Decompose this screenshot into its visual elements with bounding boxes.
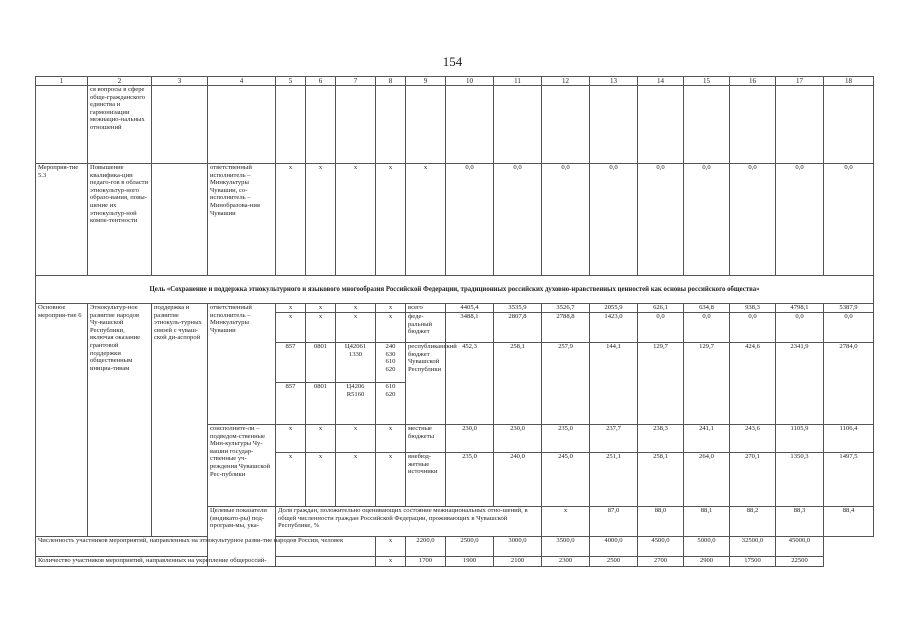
value-cell: 235,0	[542, 425, 590, 453]
section-code: 0801	[306, 383, 336, 425]
value-cell: 243,6	[730, 425, 776, 453]
vr-codes	[376, 343, 406, 383]
vr-code: 620	[385, 390, 396, 398]
source-federal: феде-ральный бюджет	[406, 313, 446, 343]
value-cell: 2700	[638, 557, 684, 567]
cell-x: х	[306, 425, 336, 453]
value-cell: 0,0	[684, 313, 730, 343]
source-extrabudget: внебюд-жетные источники	[406, 453, 446, 507]
cell-x: х	[276, 164, 306, 276]
value-cell: 4000,0	[590, 537, 638, 557]
value-cell: 2300	[542, 557, 590, 567]
value-cell: 4500,0	[638, 537, 684, 557]
value-cell: 634,8	[684, 304, 730, 313]
value-cell: 270,1	[730, 453, 776, 507]
cell-x: х	[376, 313, 406, 343]
cell-x: х	[306, 453, 336, 507]
value-cell: 251,1	[590, 453, 638, 507]
value-cell: 3488,1	[446, 313, 494, 343]
value-cell: 0,0	[542, 164, 590, 276]
value-cell: 626,1	[638, 304, 684, 313]
vr-code: 620	[385, 365, 396, 373]
vr-code: 630	[385, 350, 396, 358]
grbs-code: 857	[276, 383, 306, 425]
value-cell: 88,2	[730, 507, 776, 537]
table-row	[36, 304, 874, 313]
header-cell: 5	[276, 77, 306, 86]
cell-x: х	[306, 313, 336, 343]
value-cell: 22500	[776, 557, 824, 567]
value-cell: 4405,4	[446, 304, 494, 313]
indicator-text: Численность участников мероприятий, направленных на этнокультурное разви-тие народов России, человек	[36, 537, 376, 557]
goal-row	[36, 276, 874, 304]
co-executor: соисполните-ли – подведом-ственные Мин-культуры Чу-вашии государ-ственные уч-реждения Чувашской Рес-публики	[208, 425, 276, 507]
value-cell: 2200,0	[406, 537, 446, 557]
value-cell: 245,0	[542, 453, 590, 507]
value-cell: 0,0	[730, 313, 776, 343]
value-cell: 1350,3	[776, 453, 824, 507]
value-cell: 2807,8	[494, 313, 542, 343]
vr-code: 240	[385, 343, 396, 350]
value-cell: 0,0	[824, 164, 874, 276]
value-cell: 88,0	[638, 507, 684, 537]
indicator-text: Количество участников мероприятий, направленных на укрепление общероссий-	[36, 557, 376, 567]
source-total: всего	[406, 304, 446, 313]
value-cell: 3000,0	[494, 537, 542, 557]
value-cell: 2784,0	[824, 343, 874, 425]
program-table	[35, 76, 874, 567]
cell-x: х	[376, 425, 406, 453]
value-cell: 129,7	[638, 343, 684, 425]
value-cell: 3500,0	[542, 537, 590, 557]
cell-x: х	[306, 164, 336, 276]
cell-x: х	[276, 313, 306, 343]
value-cell: 241,1	[684, 425, 730, 453]
value-cell: 258,1	[638, 453, 684, 507]
section-code: 0801	[306, 343, 336, 383]
value-cell: 452,3	[446, 343, 494, 425]
header-cell: 16	[730, 77, 776, 86]
cell-x: х	[336, 313, 376, 343]
table-row	[36, 557, 874, 567]
value-cell: 3535,9	[494, 304, 542, 313]
value-cell: 230,0	[446, 425, 494, 453]
value-cell: 88,4	[824, 507, 874, 537]
header-cell: 1	[36, 77, 88, 86]
value-cell: 2900	[684, 557, 730, 567]
cell-x: х	[336, 164, 376, 276]
cell-x: х	[306, 304, 336, 313]
vr-code: 610	[385, 358, 396, 366]
goal-text: Цель «Сохранение и поддержка этнокультурного и языкового многообразия Российской Федерации, традиционных российских духовно-нравственных ценностей как основы российского общества»	[36, 276, 874, 304]
value-cell: 5000,0	[684, 537, 730, 557]
value-cell: 1105,9	[776, 425, 824, 453]
value-cell: 0,0	[776, 313, 824, 343]
header-cell: 4	[208, 77, 276, 86]
value-cell: 235,0	[446, 453, 494, 507]
header-cell: 14	[638, 77, 684, 86]
value-cell: 32500,0	[730, 537, 776, 557]
cell-x: х	[542, 507, 590, 537]
cell-x: х	[376, 453, 406, 507]
value-cell: 2055,9	[590, 304, 638, 313]
vr-codes	[376, 383, 406, 425]
value-cell: 1700	[406, 557, 446, 567]
value-cell: 3526,7	[542, 304, 590, 313]
value-cell: 237,7	[590, 425, 638, 453]
value-cell: 1497,5	[824, 453, 874, 507]
measure-name: Мероприя-тие 5.3	[36, 164, 88, 276]
indicator-text: Доля граждан, положительно оценивающих состояние межнациональных отно-шений, в общей численности граждан Российской Федерации, проживающих в Чувашской Республике, %	[276, 507, 542, 537]
value-cell: 1900	[446, 557, 494, 567]
value-cell: 1106,4	[824, 425, 874, 453]
main-measure-name: Основное мероприя-тие 6	[36, 304, 88, 537]
header-cell: 13	[590, 77, 638, 86]
value-cell: 2341,9	[776, 343, 824, 425]
header-cell: 3	[152, 77, 208, 86]
value-cell: 258,1	[494, 343, 542, 425]
header-cell: 12	[542, 77, 590, 86]
header-cell: 9	[406, 77, 446, 86]
header-cell: 8	[376, 77, 406, 86]
value-cell: 0,0	[638, 313, 684, 343]
value-cell: 0,0	[824, 313, 874, 343]
value-cell: 0,0	[776, 164, 824, 276]
main-measure-executor: ответственный исполнитель – Минкультуры Чувашии	[208, 304, 276, 425]
grbs-code: 857	[276, 343, 306, 383]
value-cell: 0,0	[494, 164, 542, 276]
cell-x: х	[276, 453, 306, 507]
table-row	[36, 86, 874, 164]
header-cell: 18	[824, 77, 874, 86]
cell-x: х	[336, 425, 376, 453]
table-row	[36, 537, 874, 557]
cell-x: х	[276, 304, 306, 313]
cell-x: х	[376, 304, 406, 313]
value-cell: 230,0	[494, 425, 542, 453]
value-cell: 424,6	[730, 343, 776, 425]
cell-x: х	[376, 164, 406, 276]
value-cell: 4798,1	[776, 304, 824, 313]
value-cell: 264,0	[684, 453, 730, 507]
value-cell: 2788,8	[542, 313, 590, 343]
value-cell: 87,0	[590, 507, 638, 537]
csr-code: Ц42061 1330	[336, 343, 376, 383]
header-cell: 6	[306, 77, 336, 86]
value-cell: 0,0	[446, 164, 494, 276]
value-cell: 0,0	[590, 164, 638, 276]
value-cell: 129,7	[684, 343, 730, 425]
value-cell: 45000,0	[776, 537, 824, 557]
value-cell: 2100	[494, 557, 542, 567]
value-cell: 2500,0	[446, 537, 494, 557]
value-cell: 5387,9	[824, 304, 874, 313]
header-cell: 11	[494, 77, 542, 86]
header-cell: 7	[336, 77, 376, 86]
value-cell: 0,0	[684, 164, 730, 276]
cell-x: х	[336, 453, 376, 507]
cell-x: х	[276, 425, 306, 453]
header-cell: 17	[776, 77, 824, 86]
value-cell: 240,0	[494, 453, 542, 507]
main-measure-title: Этнокультур-ное развитие народов Чу-вашской Республики, включая оказание грантовой поддержки общественным инициа-тивам	[88, 304, 152, 537]
cell-x: х	[406, 164, 446, 276]
value-cell: 17500	[730, 557, 776, 567]
value-cell: 938,3	[730, 304, 776, 313]
measure-executor: ответственный исполнитель – Минкультуры Чувашии, со-исполнитель – Минобразова-ния Чувашии	[208, 164, 276, 276]
targets-label: Целевые показатели (индикато-ры) под-програм-мы, ука-	[208, 507, 276, 567]
page-number: 154	[442, 54, 463, 69]
value-cell: 1423,0	[590, 313, 638, 343]
measure-title: Повышение квалифика-ции педаго-гов в области этнокультур-ного образо-вания, повы-шение их этнокультур-ной компе-тентности	[88, 164, 152, 276]
value-cell: 88,1	[684, 507, 730, 537]
table-row	[36, 164, 874, 276]
value-cell: 88,3	[776, 507, 824, 537]
main-measure-task: поддержка и развитие этнокуль-турных связей с чуваш-ской ди-аспорой	[152, 304, 208, 537]
vr-code: 610	[385, 383, 396, 390]
value-cell: 257,9	[542, 343, 590, 425]
csr-code: Ц4206 R5160	[336, 383, 376, 425]
header-row	[36, 77, 874, 86]
value-cell: 144,1	[590, 343, 638, 425]
header-cell: 2	[88, 77, 152, 86]
cell-x: х	[376, 537, 406, 557]
cell-x: х	[336, 304, 376, 313]
value-cell: 0,0	[730, 164, 776, 276]
source-republic: республиканский бюджет Чувашской Республики	[406, 343, 446, 425]
value-cell: 238,3	[638, 425, 684, 453]
header-cell: 15	[684, 77, 730, 86]
header-cell: 10	[446, 77, 494, 86]
value-cell: 2500	[590, 557, 638, 567]
continuation-text: ся вопросы в сфере обще-гражданского единства и гармонизации межнацио-нальных отношений	[88, 86, 152, 164]
value-cell: 0,0	[638, 164, 684, 276]
cell-x: х	[376, 557, 406, 567]
source-local: местные бюджеты	[406, 425, 446, 453]
